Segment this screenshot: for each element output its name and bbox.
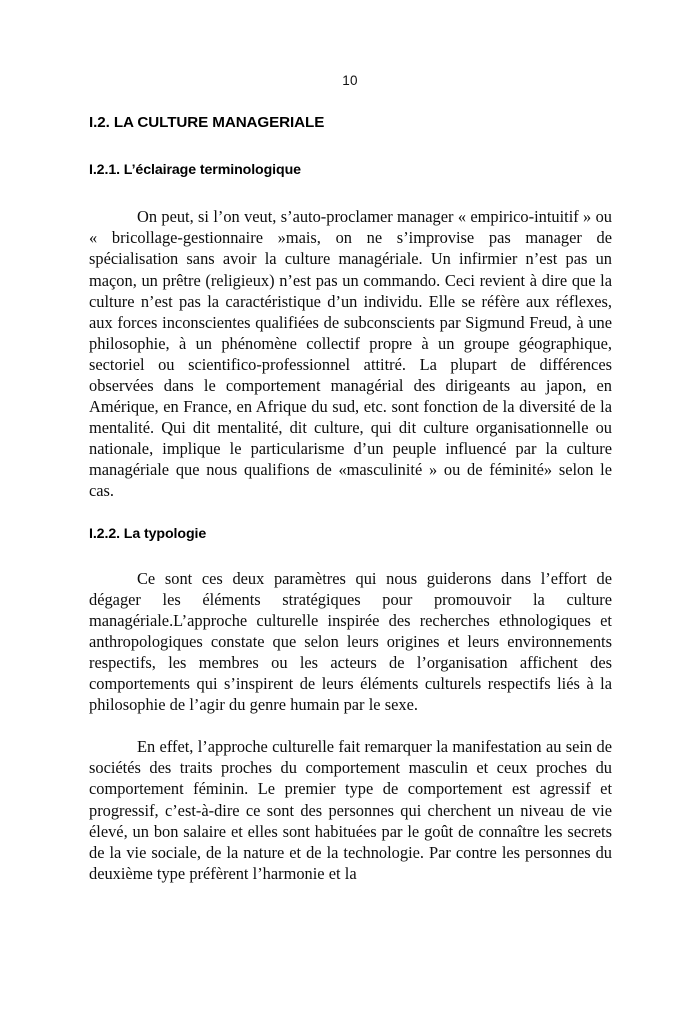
section-heading-main: I.2. LA CULTURE MANAGERIALE — [89, 114, 325, 131]
paragraph-culture-manageriale: On peut, si l’on veut, s’auto-proclamer manager « empirico-intuitif » ou « bricollage-gestionnaire »mais, on ne s’improvise pas manager de spécialisation sans avoir la culture managériale. Un infirmier n’est pas un maçon, un prêtre (religieux) n’est pas un commando. Ceci revient à dire que la culture n’est pas la caractéristique d’un individu. Elle se réfère aux réflexes, aux forces inconscientes qualifiées de subconscients par Sigmund Freud, à une philosophie, à un phénomène collectif propre à un groupe géographique, sectoriel ou scientifico-professionnel attitré. La plupart de différences observées dans le comportement managérial des dirigeants au japon, en Amérique, en France, en Afrique du sud, etc. sont fonction de la diversité de la mentalité. Qui dit mentalité, dit culture, qui dit culture organisationnelle ou nationale, implique le particularisme d’un peuple influencé par la culture managériale que nous qualifions de «masculinité » ou de féminité» selon le cas. — [89, 207, 612, 501]
section-heading-typologie: I.2.2. La typologie — [89, 525, 207, 542]
spacer-between-paragraphs — [89, 715, 612, 736]
spacer-after-sub-heading-1 — [89, 179, 612, 206]
paragraph-deux-parametres: Ce sont ces deux paramètres qui nous guiderons dans l’effort de dégager les éléments stratégiques pour promouvoir la culture managériale.L’approche culturelle inspirée des recherches ethnologiques et anthropologiques constate que selon leurs origines et leurs environnements respectifs, les membres ou les acteurs de l’organisation affichent des comportements qui s’inspirent de leurs éléments culturels respectifs liés à la philosophie de l’agir du genre humain par le sexe. — [89, 568, 612, 715]
spacer-after-sub-heading-2 — [89, 543, 612, 568]
page-number: 10 — [342, 73, 358, 88]
section-heading-terminologie: I.2.1. L’éclairage terminologique — [89, 162, 301, 179]
paragraph-approche-culturelle: En effet, l’approche culturelle fait remarquer la manifestation au sein de sociétés des traits proches du comportement masculin et ceux proches du comportement féminin. Le premier type de comportement est agressif et progressif, c’est-à-dire ce sont des personnes qui cherchent un niveau de vie élevé, un bon salaire et elles sont habituées par le goût de connaître les secrets de la vie sociale, de la nature et de la technologie. Par contre les personnes du deuxième type préfèrent l’harmonie et la — [89, 737, 612, 883]
spacer-after-main-heading — [89, 132, 612, 162]
spacer-before-sub-heading-2 — [89, 502, 612, 526]
text-column — [89, 104, 612, 884]
